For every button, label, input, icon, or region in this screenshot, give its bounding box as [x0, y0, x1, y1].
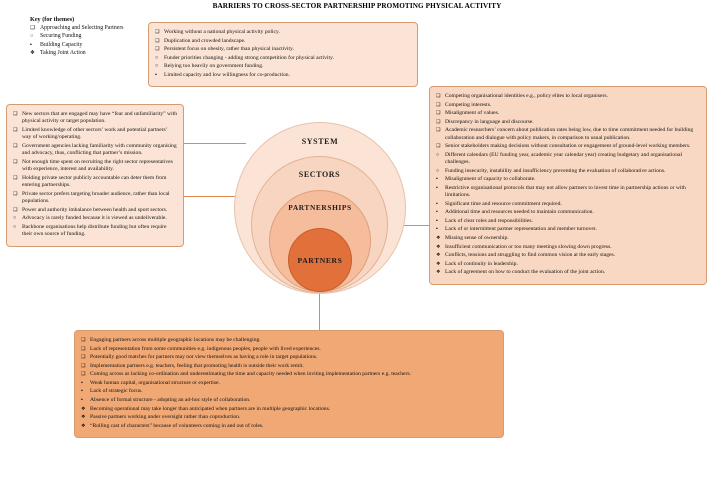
bullet-marker-icon: ▪ — [81, 379, 83, 386]
list-item-text: Significant time and resource commitment required. — [445, 200, 562, 207]
list-item-text: “Rolling cast of characters” because of volunteers coming in and out of roles. — [90, 422, 264, 429]
list-item — [436, 252, 699, 259]
bullet-marker-icon: ▪ — [436, 209, 438, 216]
bullet-marker-icon: ❑ — [436, 101, 441, 108]
legend-marker-icon: ▪ — [30, 41, 32, 48]
list-item-text: Backbone organisations help distribute funding but often require their own source of funding. — [22, 223, 167, 238]
bullet-marker-icon: ○ — [436, 167, 440, 174]
list-item — [81, 346, 496, 353]
list-item-text: Competing interests. — [445, 101, 492, 108]
list-item — [81, 337, 496, 344]
bullet-marker-icon: ❑ — [13, 142, 18, 149]
list-item-text: Becoming operational may take longer than anticipated when partners are in multiple geographic locations. — [90, 405, 331, 412]
list-item — [155, 29, 410, 36]
list-item — [155, 63, 410, 70]
bullet-marker-icon: ❑ — [436, 127, 441, 134]
bullet-marker-icon: ▪ — [436, 176, 438, 183]
list-item — [436, 201, 699, 208]
list-item-text: Advocacy is rarely funded because it is viewed as undeliverable. — [22, 215, 167, 222]
bullet-marker-icon: ▪ — [436, 184, 438, 191]
legend-heading: Key (for themes) — [30, 16, 75, 23]
list-item-text: Lack of or intermittent partner representation and member turnover. — [445, 226, 597, 233]
list-item — [13, 175, 177, 190]
list-item — [155, 46, 410, 53]
list-item-text: Lack of clear roles and responsibilities. — [445, 217, 533, 224]
list-item-text: Academic researchers’ concern about publication rates being low, due to time commitment needed for building collaboration and dialogue with policy makers, in comparison to usual publication. — [445, 127, 694, 141]
bullet-marker-icon: ▪ — [436, 217, 438, 224]
list-item-text: Coming across as lacking co-ordination and underestimating the time and capacity needed when inviting implementation partners e.g. teachers. — [90, 371, 411, 378]
list-item-text: Persistent focus on obesity, rather than physical inactivity. — [164, 46, 294, 53]
list-item — [81, 354, 496, 361]
legend-item-label: Taking Joint Action — [40, 49, 86, 56]
bullet-marker-icon: ❖ — [436, 243, 441, 250]
list-item-text: Lack of agreement on how to conduct the evaluation of the joint action. — [445, 269, 606, 276]
sectors-barriers-box — [6, 104, 184, 247]
list-item-text: Not enough time spent on recruiting the right sector representatives with experience, interest and availability. — [22, 158, 173, 173]
bullet-marker-icon: ▪ — [436, 226, 438, 233]
legend-item — [30, 33, 138, 41]
list-item-text: Weak human capital, organisational structure or expertise. — [90, 379, 220, 386]
list-item — [436, 235, 699, 242]
partners-barriers-list — [81, 337, 496, 430]
list-item — [155, 72, 410, 79]
list-item — [13, 111, 177, 126]
list-item-text: New sectors that are engaged may have “fear and unfamiliarity” with physical activity or target population. — [22, 111, 178, 125]
list-item-text: Passive partners working under oversight rather than coproduction. — [90, 414, 241, 421]
bullet-marker-icon: ❑ — [13, 206, 18, 213]
connector-line-partners — [319, 290, 320, 332]
bullet-marker-icon: ○ — [436, 151, 440, 158]
list-item — [81, 371, 496, 378]
list-item — [436, 209, 699, 216]
list-item-text: Different calendars (EU funding year, academic year calendar year) creating budgetary and organisational challenges. — [445, 151, 683, 166]
circle-partnerships-label: PARTNERSHIPS — [288, 203, 352, 212]
list-item — [436, 218, 699, 225]
list-item — [436, 269, 699, 276]
list-item — [13, 207, 177, 214]
list-item — [13, 215, 177, 222]
list-item-text: Lack of continuity in leadership. — [445, 260, 518, 267]
list-item-text: Engaging partners across multiple geographic locations may be challenging. — [90, 337, 261, 343]
list-item — [81, 388, 496, 395]
bullet-marker-icon: ❑ — [81, 371, 86, 378]
bullet-marker-icon: ❑ — [13, 174, 18, 181]
list-item — [81, 406, 496, 413]
list-item-text: Working without a national physical activity policy. — [164, 29, 280, 35]
list-item-text: Relying too heavily on government funding. — [164, 63, 264, 70]
bullet-marker-icon: ❑ — [436, 110, 441, 117]
bullet-marker-icon: ❑ — [155, 46, 160, 53]
list-item — [436, 152, 699, 167]
partnerships-barriers-box — [429, 86, 707, 285]
bullet-marker-icon: ❑ — [81, 362, 86, 369]
bullet-marker-icon: ❖ — [436, 252, 441, 259]
list-item — [436, 93, 699, 100]
list-item-text: Additional time and resources needed to maintain communication. — [445, 209, 594, 216]
partners-barriers-box — [74, 330, 504, 438]
legend-item-label: Approaching and Selecting Partners — [40, 25, 124, 31]
bullet-marker-icon: ▪ — [81, 388, 83, 395]
list-item-text: Misalignment of values. — [445, 110, 500, 117]
legend-marker-icon: ❑ — [30, 25, 35, 31]
list-item-text: Implementation partners e.g. teachers, feeling that promoting health is outside their work remit. — [90, 362, 304, 369]
list-item-text: Missing sense of ownership. — [445, 235, 509, 241]
list-item — [436, 102, 699, 109]
list-item — [436, 244, 699, 251]
list-item — [81, 397, 496, 404]
page-title: BARRIERS TO CROSS-SECTOR PARTNERSHIP PROMOTING PHYSICAL ACTIVITY — [212, 2, 502, 10]
list-item — [155, 55, 410, 62]
bullet-marker-icon: ○ — [155, 63, 159, 70]
circle-system-label: SYSTEM — [301, 137, 339, 146]
list-item-text: Private sector prefers targeting broader audience, rather than local populations. — [22, 190, 170, 205]
list-item — [81, 414, 496, 421]
legend-marker-icon: ❖ — [30, 49, 35, 56]
list-item-text: Insufficient communication or too many meetings slowing down progress. — [445, 243, 612, 250]
list-item — [436, 185, 699, 200]
list-item-text: Holding private sector publicly accountable can deter them from entering partnerships. — [22, 174, 167, 189]
bullet-marker-icon: ▪ — [436, 200, 438, 207]
list-item — [13, 159, 177, 174]
legend-list — [30, 25, 138, 58]
legend-item-label: Securing Funding — [40, 33, 82, 40]
list-item-text: Government agencies lacking familiarity with community organising and advocacy, thus, conflicting that partner’s mission. — [22, 142, 177, 157]
list-item — [13, 224, 177, 239]
list-item-text: Funding insecurity, instability and insufficiency preventing the evaluation of collaborative actions. — [445, 167, 666, 174]
list-item — [436, 226, 699, 233]
bullet-marker-icon: ❖ — [81, 405, 86, 412]
sectors-barriers-list — [13, 111, 177, 239]
list-item — [13, 191, 177, 206]
list-item — [436, 176, 699, 183]
bullet-marker-icon: ❑ — [13, 190, 18, 197]
connector-line-system — [184, 143, 246, 144]
list-item-text: Lack of representation from some communities e.g. indigenous peoples, people with lived experiences. — [90, 345, 321, 352]
list-item-text: Conflicts, tensions and struggling to find common vision at the early stages. — [445, 252, 616, 259]
system-barriers-list — [155, 29, 410, 79]
legend-marker-icon: ○ — [30, 33, 34, 40]
bullet-marker-icon: ❑ — [13, 126, 18, 133]
legend-item-label: Building Capacity — [40, 41, 83, 48]
bullet-marker-icon: ❑ — [436, 118, 441, 125]
list-item-text: Limited knowledge of other sectors’ work and potential partners’ way of working/operating. — [22, 126, 168, 141]
bullet-marker-icon: ❑ — [436, 143, 441, 150]
bullet-marker-icon: ❑ — [81, 337, 86, 343]
list-item-text: Duplication and crowded landscape. — [164, 37, 246, 44]
bullet-marker-icon: ❑ — [81, 354, 86, 361]
list-item-text: Discrepancy in language and discourse. — [445, 118, 534, 125]
partnerships-barriers-list — [436, 93, 699, 277]
bullet-marker-icon: ❖ — [436, 235, 441, 241]
bullet-marker-icon: ○ — [13, 223, 17, 230]
list-item — [436, 110, 699, 117]
list-item — [436, 168, 699, 175]
list-item-text: Misalignment of capacity to collaborate. — [445, 176, 536, 183]
list-item-text: Limited capacity and low willingness for co-production. — [164, 71, 290, 78]
bullet-marker-icon: ❖ — [436, 260, 441, 267]
list-item-text: Power and authority imbalance between health and sport sectors. — [22, 206, 168, 213]
list-item — [81, 380, 496, 387]
list-item-text: Funder priorities changing - adding strong competition for physical activity. — [164, 54, 334, 61]
bullet-marker-icon: ❖ — [81, 422, 86, 429]
bullet-marker-icon: ❑ — [436, 93, 441, 99]
circle-partners — [288, 228, 352, 292]
list-item-text: Potentially good matches for partners may not view themselves as having a role in target populations. — [90, 354, 318, 361]
list-item — [13, 127, 177, 142]
list-item-text: Lack of strategic focus. — [90, 388, 143, 395]
bullet-marker-icon: ❑ — [13, 111, 18, 117]
list-item — [81, 423, 496, 430]
bullet-marker-icon: ❑ — [81, 345, 86, 352]
bullet-marker-icon: ○ — [155, 54, 159, 61]
bullet-marker-icon: ❑ — [155, 29, 160, 35]
list-item — [436, 119, 699, 126]
legend-item — [30, 42, 138, 50]
bullet-marker-icon: ○ — [13, 215, 17, 222]
list-item-text: Restrictive organisational protocols that may not allow partners to invest time in partnership actions or with limitations. — [445, 184, 686, 199]
bullet-marker-icon: ❑ — [13, 158, 18, 165]
bullet-marker-icon: ▪ — [81, 396, 83, 403]
circle-partners-label: PARTNERS — [297, 256, 343, 265]
legend — [30, 16, 138, 58]
list-item — [436, 261, 699, 268]
bullet-marker-icon: ❑ — [155, 37, 160, 44]
legend-item — [30, 50, 138, 58]
list-item — [155, 38, 410, 45]
list-item — [81, 363, 496, 370]
bullet-marker-icon: ▪ — [155, 71, 157, 78]
list-item-text: Competing organisational identities e.g., policy elites to local organisers. — [445, 93, 608, 99]
bullet-marker-icon: ❖ — [436, 269, 441, 276]
legend-item — [30, 25, 138, 33]
system-barriers-box — [148, 22, 418, 87]
list-item-text: Absence of formal structure - adopting an ad-hoc style of collaboration. — [90, 396, 251, 403]
circle-sectors-label: SECTORS — [298, 170, 341, 179]
bullet-marker-icon: ❖ — [81, 414, 86, 421]
list-item — [13, 143, 177, 158]
list-item-text: Senior stakeholders making decisions without consultation or engagement of ground-level working members. — [445, 143, 691, 150]
list-item — [436, 143, 699, 150]
list-item — [436, 127, 699, 142]
